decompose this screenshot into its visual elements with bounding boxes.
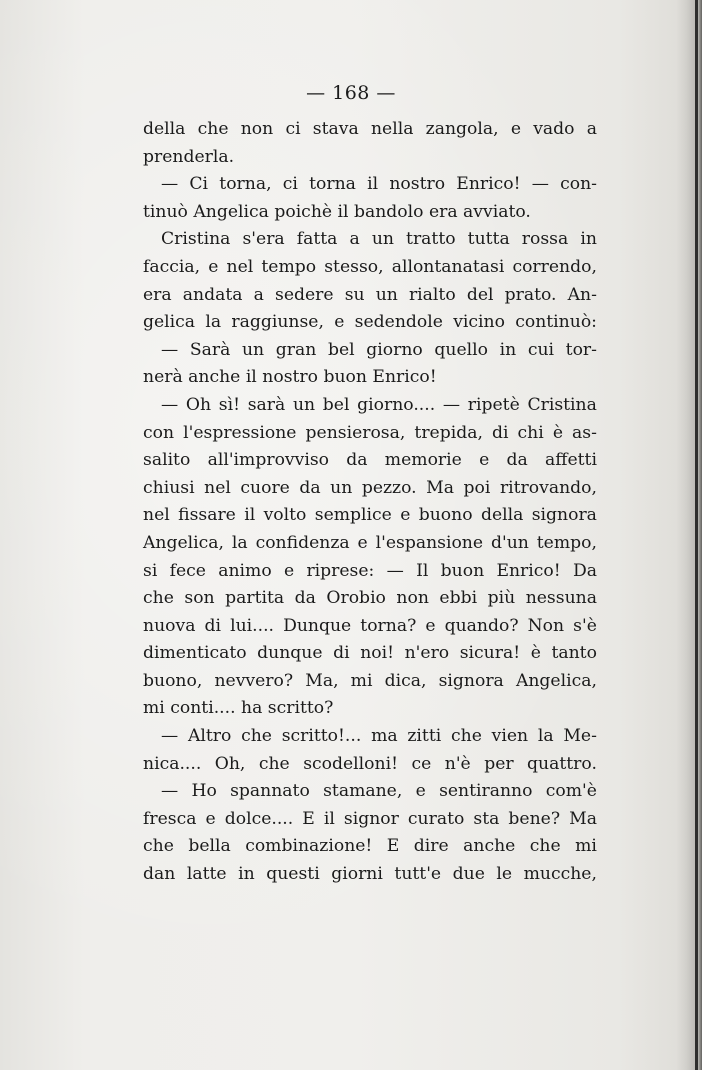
text-line: gelica la raggiunse, e sedendole vicino continuò: xyxy=(143,312,597,333)
text-line: dan latte in questi giorni tutt'e due le mucche, xyxy=(143,864,597,885)
text-line: che son partita da Orobio non ebbi più nessuna xyxy=(143,588,597,609)
text-line: chiusi nel cuore da un pezzo. Ma poi ritrovando, xyxy=(143,477,597,498)
text-line: tinuò Angelica poichè il bandolo era avviato. xyxy=(143,201,531,222)
text-line: — Ci torna, ci torna il nostro Enrico! — con- xyxy=(161,174,597,195)
page-edge-shadow xyxy=(676,0,702,1070)
text-line: nica.... Oh, che scodelloni! ce n'è per quattro. xyxy=(143,753,597,774)
text-line: prenderla. xyxy=(143,146,235,167)
text-line: con l'espressione pensierosa, trepida, di chi è as- xyxy=(143,422,597,443)
text-line: fresca e dolce.... E il signor curato sta bene? Ma xyxy=(143,808,597,829)
text-line: — Sarà un gran bel giorno quello in cui tor- xyxy=(161,339,597,360)
text-line: si fece animo e riprese: — Il buon Enrico! Da xyxy=(143,560,597,581)
text-line: che bella combinazione! E dire anche che mi xyxy=(143,836,597,857)
text-line: — Altro che scritto!... ma zitti che vien la Me- xyxy=(161,726,597,747)
page-number: — 168 — xyxy=(306,82,396,104)
text-line: della che non ci stava nella zangola, e vado a xyxy=(143,119,597,139)
text-line: faccia, e nel tempo stesso, allontanatasi correndo, xyxy=(143,256,597,277)
text-line: — Oh sì! sarà un bel giorno.... — ripetè Cristina xyxy=(161,394,597,415)
text-line: Cristina s'era fatta a un tratto tutta rossa in xyxy=(161,229,597,250)
text-line: — Ho spannato stamane, e sentiranno com'è xyxy=(161,781,597,802)
text-line: salito all'improvviso da memorie e da affetti xyxy=(143,450,597,471)
text-line: nerà anche il nostro buon Enrico! xyxy=(143,367,437,388)
text-line: dimenticato dunque di noi! n'ero sicura! è tanto xyxy=(143,643,597,664)
page-binding-edge xyxy=(695,0,698,1070)
text-line: mi conti.... ha scritto? xyxy=(143,698,334,719)
text-line: era andata a sedere su un rialto del prato. An- xyxy=(143,284,597,305)
text-line: nel fissare il volto semplice e buono della signora xyxy=(143,505,597,526)
text-line: Angelica, la confidenza e l'espansione d'un tempo, xyxy=(143,532,597,553)
body-text xyxy=(143,116,597,889)
text-line: nuova di lui.... Dunque torna? e quando? Non s'è xyxy=(143,615,597,636)
text-line: buono, nevvero? Ma, mi dica, signora Angelica, xyxy=(143,670,597,691)
